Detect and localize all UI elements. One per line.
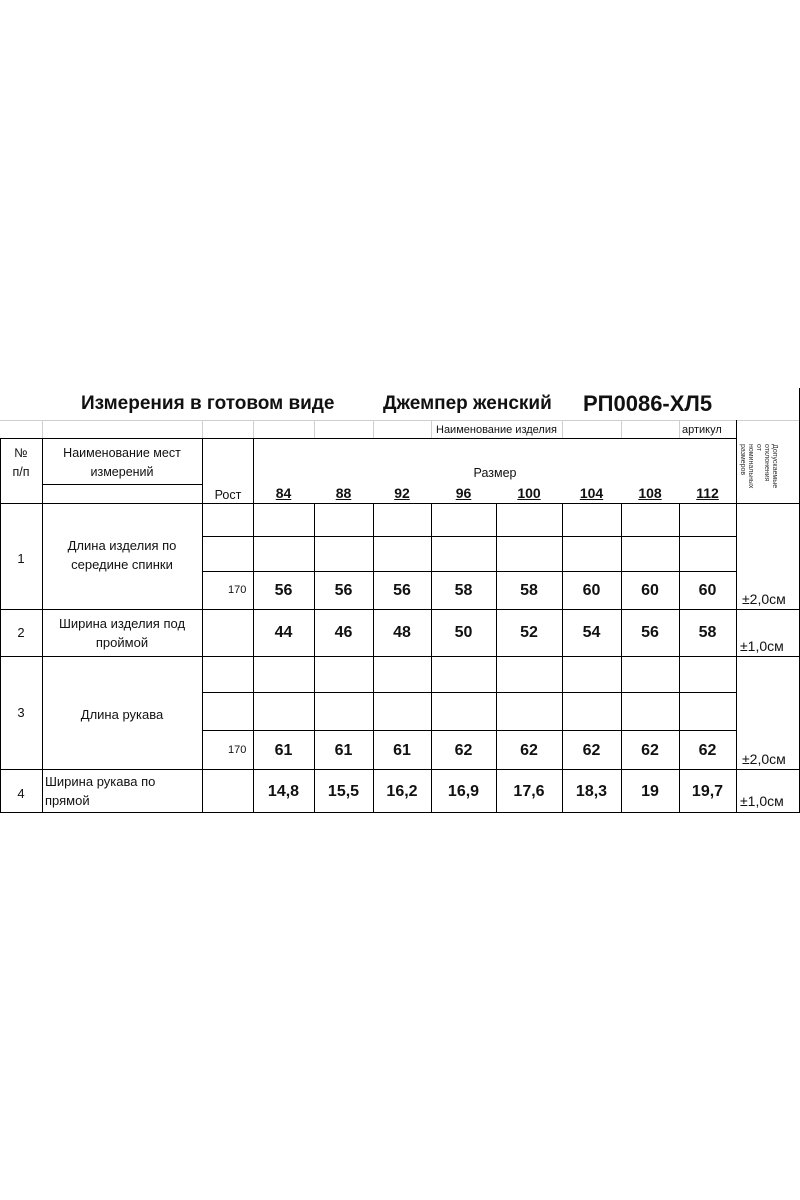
row-3-value-104: 62 <box>582 742 601 759</box>
row-2-index: 2 <box>17 625 25 640</box>
row-2-value-108: 56 <box>641 624 659 641</box>
article-number: РП0086-ХЛ5 <box>583 391 713 416</box>
row-1-value-92: 56 <box>393 582 411 599</box>
row-4-value-96: 16,9 <box>447 783 480 800</box>
size-96: 96 <box>455 485 472 501</box>
row-1-name: Длина изделия по середине спинки <box>67 538 177 572</box>
product-name: Джемпер женский <box>383 393 552 414</box>
row-4-tolerance: ±1,0см <box>740 793 784 809</box>
row-3-value-108: 62 <box>641 742 659 759</box>
row-3-value-96: 62 <box>454 742 473 759</box>
row-2-tolerance: ±1,0см <box>740 638 784 654</box>
header-tolerance: Допускаемые отклонения от номинальных размеров <box>739 444 778 489</box>
row-3-height: 170 <box>228 744 247 756</box>
row-4-value-84: 14,8 <box>267 783 300 800</box>
article-label: артикул <box>682 424 722 436</box>
row-4-value-92: 16,2 <box>386 783 418 800</box>
sheet-title: Измерения в готовом виде <box>81 393 335 414</box>
row-1-height: 170 <box>228 584 247 596</box>
size-88: 88 <box>335 485 352 501</box>
size-84: 84 <box>275 485 292 501</box>
row-1-index: 1 <box>17 551 25 566</box>
row-4-value-100: 17,6 <box>513 783 545 800</box>
row-1-value-96: 58 <box>454 582 473 599</box>
row-3-value-92: 61 <box>393 742 411 759</box>
row-3-value-100: 62 <box>520 742 538 759</box>
row-3-tolerance: ±2,0см <box>742 751 786 767</box>
row-2-value-96: 50 <box>454 624 473 641</box>
row-1-value-88: 56 <box>334 582 353 599</box>
size-104: 104 <box>579 485 604 501</box>
row-1-value-100: 58 <box>520 582 538 599</box>
row-2-value-84: 44 <box>274 624 293 641</box>
row-2-value-100: 52 <box>520 624 538 641</box>
row-2-name: Ширина изделия под проймой <box>58 616 186 650</box>
row-1-value-104: 60 <box>582 582 601 599</box>
header-name: Наименование мест измерений <box>63 446 181 479</box>
row-2-value-112: 58 <box>698 624 717 641</box>
row-3-value-112: 62 <box>698 742 717 759</box>
row-1-value-108: 60 <box>641 582 659 599</box>
row-1-tolerance: ±2,0см <box>742 591 786 607</box>
row-3-value-84: 61 <box>274 742 293 759</box>
row-3-name: Длина рукава <box>80 707 164 722</box>
row-4-name: Ширина рукава по прямой <box>45 774 156 808</box>
row-1-value-84: 56 <box>274 582 293 599</box>
size-108: 108 <box>638 485 662 501</box>
measurement-sheet <box>0 388 800 814</box>
row-2-value-104: 54 <box>582 624 601 641</box>
product-name-label: Наименование изделия <box>436 424 557 436</box>
row-4-index: 4 <box>17 786 25 801</box>
row-4-value-112: 19,7 <box>691 783 724 800</box>
row-4-value-104: 18,3 <box>575 783 608 800</box>
size-112: 112 <box>696 485 719 501</box>
row-2-value-92: 48 <box>393 624 411 641</box>
size-92: 92 <box>394 485 410 501</box>
row-3-index: 3 <box>17 705 25 720</box>
row-4-value-88: 15,5 <box>327 783 360 800</box>
row-3-value-88: 61 <box>334 742 353 759</box>
size-100: 100 <box>517 485 541 501</box>
header-index: № п/п <box>12 446 30 479</box>
row-2-value-88: 46 <box>334 624 353 641</box>
row-4-value-108: 19 <box>641 783 659 800</box>
header-size-caption: Размер <box>473 466 517 480</box>
header-height: Рост <box>214 488 242 502</box>
row-1-value-112: 60 <box>698 582 717 599</box>
